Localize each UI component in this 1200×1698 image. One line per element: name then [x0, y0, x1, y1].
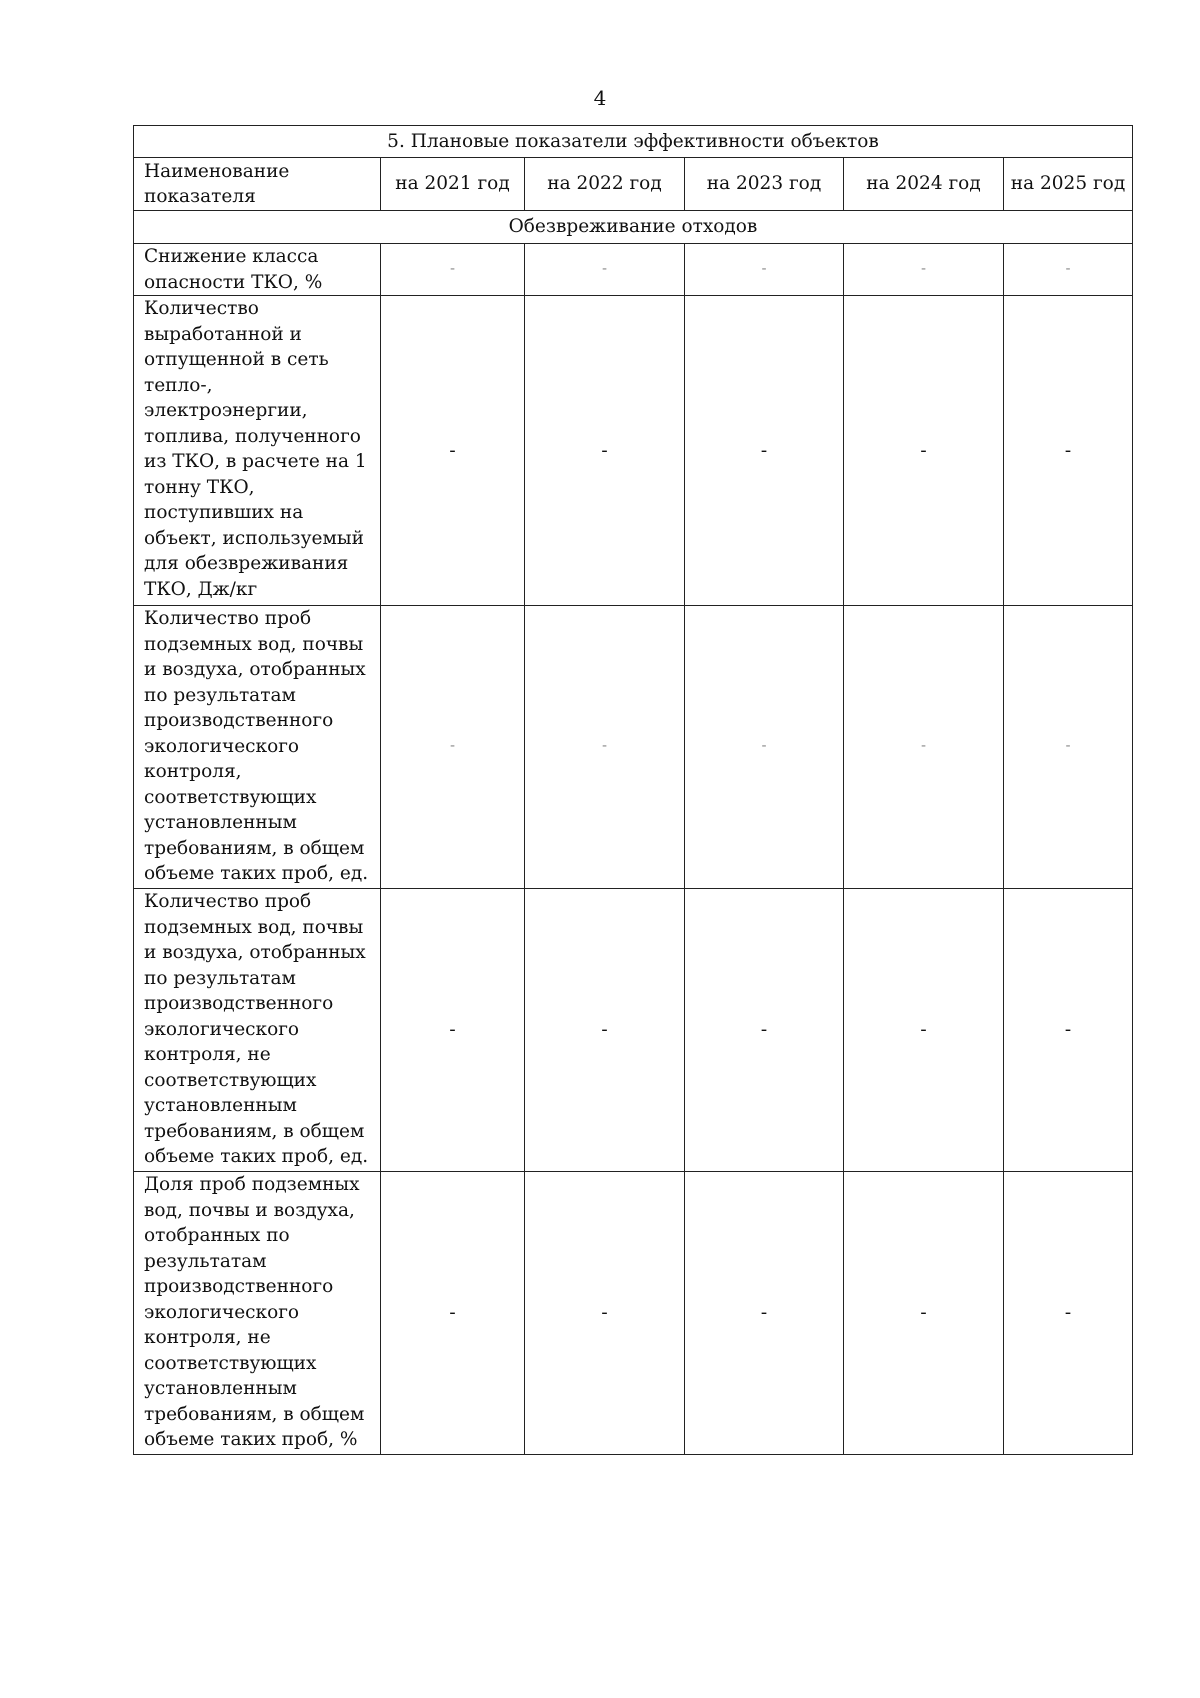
value-2022: - — [525, 889, 685, 1172]
header-year-2023: на 2023 год — [685, 158, 844, 211]
efficiency-indicators-table — [133, 125, 1133, 1455]
value-2024: - — [844, 296, 1004, 606]
value-2022: - — [525, 296, 685, 606]
value-2024: - — [844, 889, 1004, 1172]
value-2023: - — [685, 606, 844, 889]
indicator-name: Доля проб подземных вод, почвы и воздуха, отобранных по результатам производственного экологического контроля, не соответствующих установленным требованиям, в общем объеме таких проб, % — [134, 1172, 381, 1455]
indicator-name: Количество выработанной и отпущенной в сеть тепло-, электроэнергии, топлива, полученного из ТКО, в расчете на 1 тонну ТКО, поступивших на объект, используемый для обезвреживания ТКО, Дж/кг — [134, 296, 381, 606]
value-2024: - — [844, 606, 1004, 889]
value-2023: - — [685, 1172, 844, 1455]
value-2024: - — [844, 244, 1004, 296]
value-2022: - — [525, 244, 685, 296]
value-2021: - — [381, 244, 525, 296]
table-row — [134, 244, 1133, 296]
value-2025: - — [1004, 1172, 1133, 1455]
value-2022: - — [525, 1172, 685, 1455]
section-row — [134, 211, 1133, 244]
header-year-2024: на 2024 год — [844, 158, 1004, 211]
value-2021: - — [381, 1172, 525, 1455]
value-2021: - — [381, 889, 525, 1172]
table-header-row — [134, 158, 1133, 211]
value-2022: - — [525, 606, 685, 889]
value-2021: - — [381, 606, 525, 889]
page-number: 4 — [593, 86, 607, 110]
value-2023: - — [685, 296, 844, 606]
table-row — [134, 296, 1133, 606]
table-row — [134, 1172, 1133, 1455]
indicator-name: Количество проб подземных вод, почвы и воздуха, отобранных по результатам производственного экологического контроля, соответствующих установленным требованиям, в общем объеме таких проб, ед. — [134, 606, 381, 889]
header-indicator-name: Наименование показателя — [134, 158, 381, 211]
table-row — [134, 606, 1133, 889]
header-year-2022: на 2022 год — [525, 158, 685, 211]
table-title-row — [134, 126, 1133, 158]
indicator-name: Количество проб подземных вод, почвы и воздуха, отобранных по результатам производственного экологического контроля, не соответствующих установленным требованиям, в общем объеме таких проб, ед. — [134, 889, 381, 1172]
value-2025: - — [1004, 244, 1133, 296]
value-2024: - — [844, 1172, 1004, 1455]
value-2021: - — [381, 296, 525, 606]
value-2025: - — [1004, 606, 1133, 889]
value-2025: - — [1004, 889, 1133, 1172]
table-title: 5. Плановые показатели эффективности объектов — [134, 126, 1133, 158]
value-2025: - — [1004, 296, 1133, 606]
indicator-name: Снижение класса опасности ТКО, % — [134, 244, 381, 296]
value-2023: - — [685, 889, 844, 1172]
value-2023: - — [685, 244, 844, 296]
table-row — [134, 889, 1133, 1172]
header-year-2025: на 2025 год — [1004, 158, 1133, 211]
section-title: Обезвреживание отходов — [134, 211, 1133, 244]
header-year-2021: на 2021 год — [381, 158, 525, 211]
